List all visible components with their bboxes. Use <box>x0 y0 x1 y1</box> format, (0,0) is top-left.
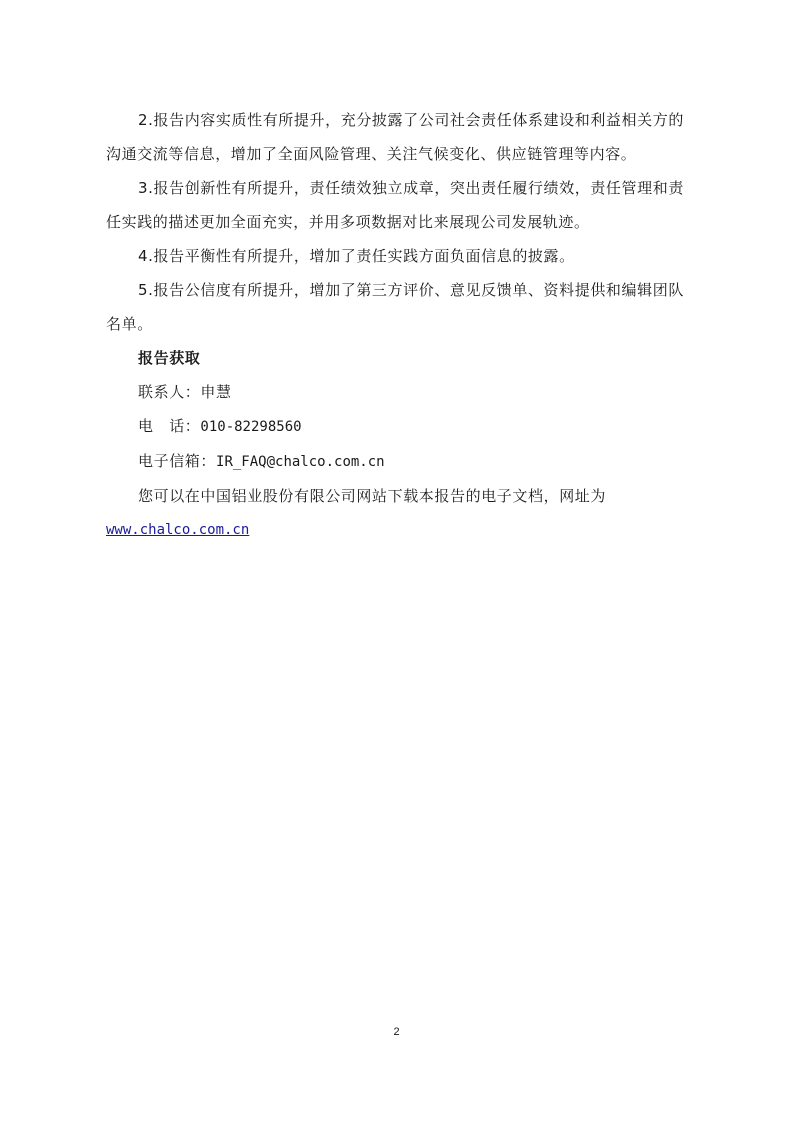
paragraph-balance: 4.报告平衡性有所提升，增加了责任实践方面负面信息的披露。 <box>138 247 575 265</box>
contact-label: 联系人： <box>138 383 201 401</box>
page-number: 2 <box>393 1026 400 1038</box>
paragraph-innovation: 3.报告创新性有所提升，责任绩效独立成章，突出责任履行绩效，责任管理和责任实践的描述更加全面充实，并用多项数据对比来展现公司发展轨迹。 <box>106 179 684 231</box>
download-info: 您可以在中国铝业股份有限公司网站下载本报告的电子文档，网址为 <box>138 487 607 505</box>
paragraph-credibility: 5.报告公信度有所提升，增加了第三方评价、意见反馈单、资料提供和编辑团队名单。 <box>106 281 684 333</box>
email-label: 电子信箱： <box>138 452 217 470</box>
phone-label: 电 话： <box>138 417 201 435</box>
report-access-heading: 报告获取 <box>138 349 201 367</box>
contact-name: 申慧 <box>200 383 232 401</box>
paragraph-materiality: 2.报告内容实质性有所提升，充分披露了公司社会责任体系建设和利益相关方的沟通交流等信息，增加了全面风险管理、关注气候变化、供应链管理等内容。 <box>106 111 684 163</box>
phone-line <box>106 409 688 444</box>
website-link[interactable]: www.chalco.com.cn <box>106 522 250 538</box>
page-content <box>106 103 688 547</box>
phone-value: 010-82298560 <box>200 419 302 435</box>
email-line <box>106 444 688 479</box>
contact-line <box>106 375 688 409</box>
email-value[interactable]: IR_FAQ@chalco.com.cn <box>216 454 385 470</box>
